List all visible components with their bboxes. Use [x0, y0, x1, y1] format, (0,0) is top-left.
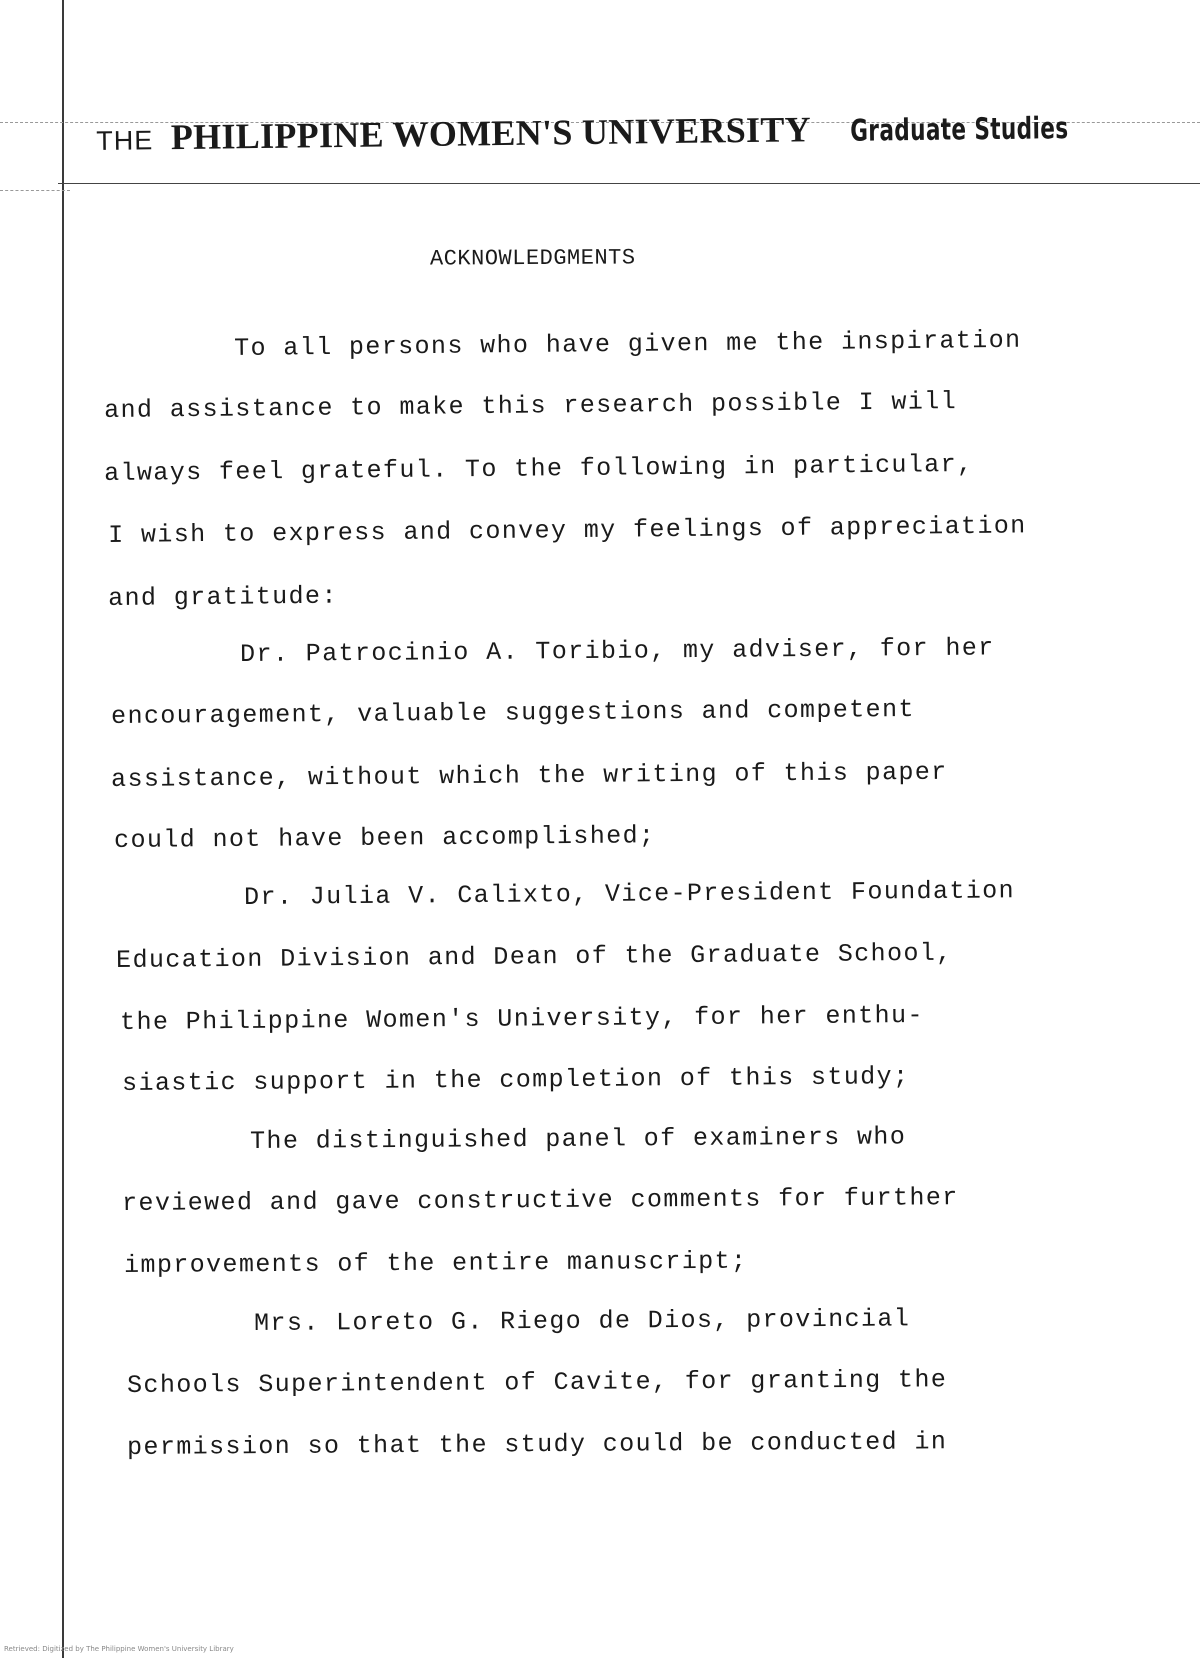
letterhead-the: THE [96, 125, 154, 156]
page-title: ACKNOWLEDGMENTS [429, 245, 636, 272]
text-line: Education Division and Dean of the Graduate School, [116, 938, 953, 975]
text-line: permission so that the study could be conducted in [127, 1427, 948, 1462]
text-line: assistance, without which the writing of this paper [111, 757, 948, 794]
scan-dashed-rule-left [0, 190, 70, 191]
scan-footer: Retrieved: Digitized by The Philippine Women's University Library [4, 1645, 234, 1653]
left-margin-line [62, 0, 64, 1658]
letterhead-underline [58, 183, 1200, 184]
letterhead [96, 104, 1157, 177]
letterhead-university-name: PHILIPPINE WOMEN'S UNIVERSITY [170, 109, 812, 158]
text-line: Dr. Julia V. Calixto, Vice-President Foundation [244, 876, 1016, 912]
text-line: reviewed and gave constructive comments for further [122, 1183, 959, 1218]
text-line: Dr. Patrocinio A. Toribio, my adviser, for her [240, 633, 995, 669]
text-line: I wish to express and convey my feelings of appreciation [108, 511, 1027, 550]
text-line: the Philippine Women's University, for her enthu- [120, 1000, 924, 1037]
letterhead-division: Graduate Studies [850, 111, 1070, 149]
text-line: The distinguished panel of examiners who [250, 1122, 907, 1156]
text-line: To all persons who have given me the inspiration [234, 325, 1022, 363]
text-line: could not have been accomplished; [114, 821, 656, 855]
text-line: always feel grateful. To the following in particular, [104, 449, 974, 488]
text-line: and gratitude: [108, 581, 338, 613]
text-line: improvements of the entire manuscript; [124, 1246, 748, 1280]
text-line: encouragement, valuable suggestions and competent [111, 694, 915, 731]
text-line: Schools Superintendent of Cavite, for granting the [127, 1365, 948, 1400]
text-line: siastic support in the completion of this study; [122, 1062, 910, 1098]
text-line: and assistance to make this research possible I will [104, 387, 958, 425]
text-line: Mrs. Loreto G. Riego de Dios, provincial [254, 1304, 911, 1338]
